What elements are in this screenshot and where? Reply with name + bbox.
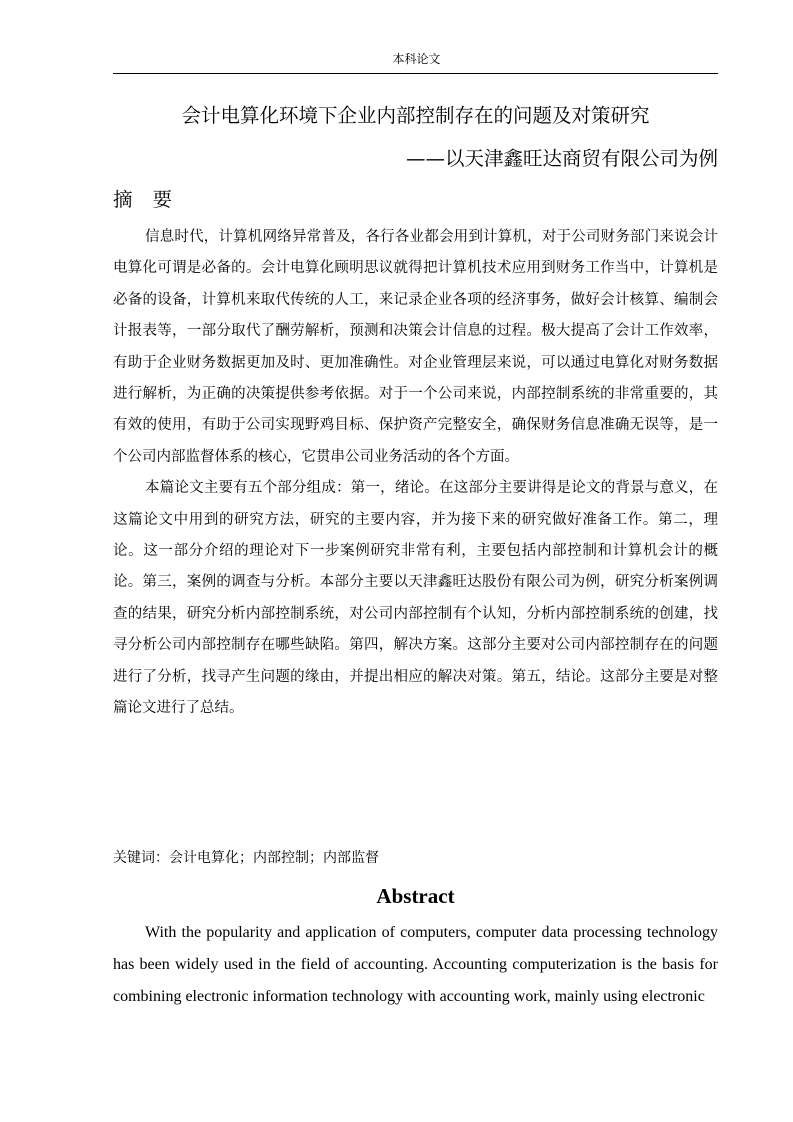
running-head: 本科论文 <box>392 52 441 66</box>
abstract-heading-en: Abstract <box>376 884 455 908</box>
keywords-line <box>113 848 379 868</box>
paper-title: 会计电算化环境下企业内部控制存在的问题及对策研究 <box>181 104 650 127</box>
paper-subtitle: ——以天津鑫旺达商贸有限公司为例 <box>405 147 718 170</box>
keywords-value: 会计电算化；内部控制；内部监督 <box>169 850 379 866</box>
abstract-paragraph-2: 本篇论文主要有五个部分组成：第一，绪论。在这部分主要讲得是论文的背景与意义，在这篇论文中用到的研究方法，研究的主要内容，并为接下来的研究做好准备工作。第二，理论。这一部分介绍的理论对下一步案例研究非常有利，主要包括内部控制和计算机会计的概论。第三，案例的调查与分析。本部分主要以天津鑫旺达股份有限公司为例，研究分析案例调查的结果，研究分析内部控制系统，对公司内部控制有个认知，分析内部控制系统的创建，找寻分析公司内部控制存在哪些缺陷。第四，解决方案。这部分主要对公司内部控制存在的问题进行了分析，找寻产生问题的缘由，并提出相应的解决对策。第五，结论。这部分主要是对整篇论文进行了总结。 <box>113 480 718 717</box>
abstract-heading-zh: 摘要 <box>113 188 193 211</box>
abstract-paragraph-1: 信息时代，计算机网络异常普及，各行各业都会用到计算机，对于公司财务部门来说会计电算化可谓是必备的。会计电算化顾明思议就得把计算机技术应用到财务工作当中，计算机是必备的设备，计算机来取代传统的人工，来记录企业各项的经济事务，做好会计核算、编制会计报表等，一部分取代了酬劳解析，预测和决策会计信息的过程。极大提高了会计工作效率，有助于企业财务数据更加及时、更加准确性。对企业管理层来说，可以通过电算化对财务数据进行解析，为正确的决策提供参考依据。对于一个公司来说，内部控制系统的非常重要的，其有效的使用，有助于公司实现野鸡目标、保护资产完整安全，确保财务信息准确无误等，是一个公司内部监督体系的核心，它贯串公司业务活动的各个方面。 <box>113 229 718 465</box>
abstract-paragraph-en: With the popularity and application of computers, computer data processing technology has been widely used in the field of accounting. Accounting computerization is the basis for combining electronic information technology with accounting work, mainly using electronic <box>113 924 718 1005</box>
abstract-body-zh <box>113 222 718 725</box>
keywords-label: 关键词： <box>113 850 169 866</box>
header-divider <box>113 73 718 74</box>
